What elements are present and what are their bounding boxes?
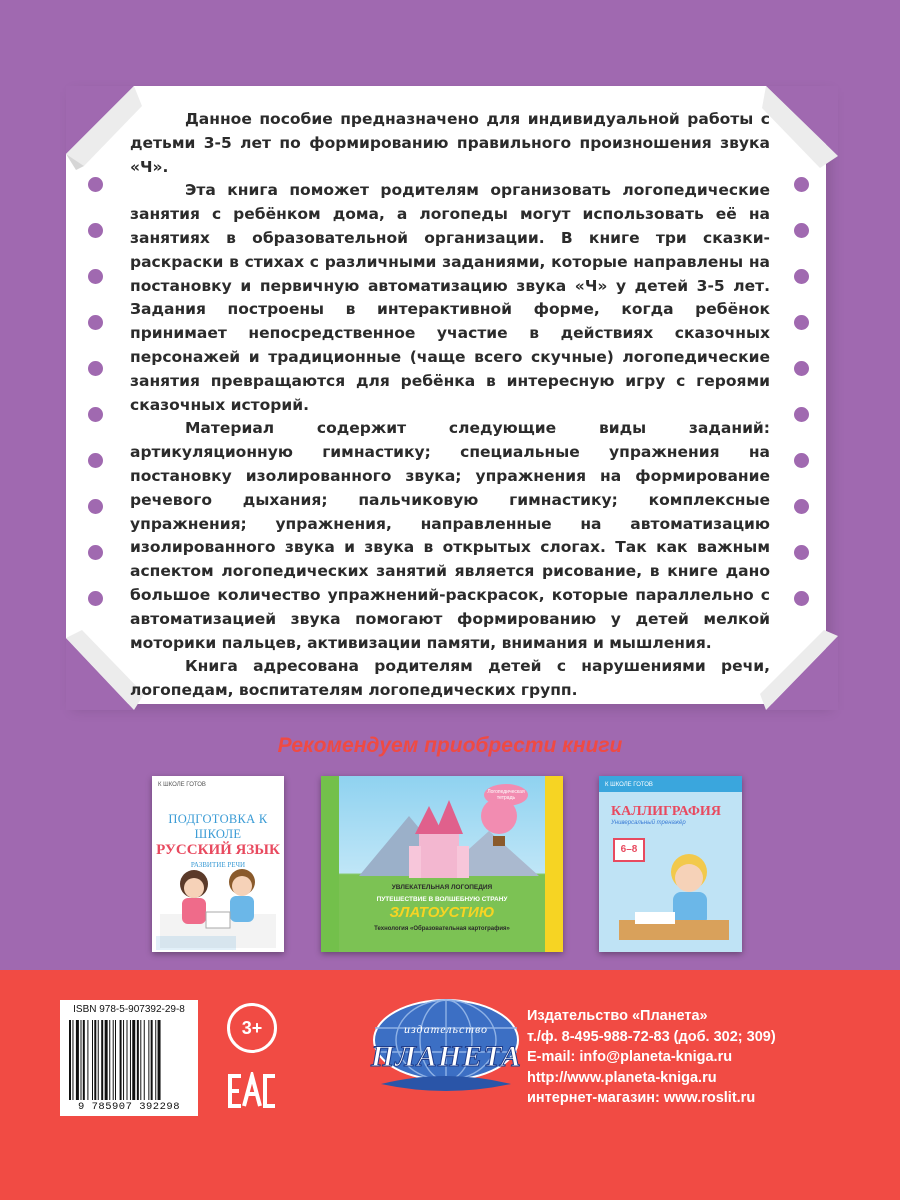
kids-illustration bbox=[152, 852, 284, 952]
binder-dot bbox=[88, 499, 103, 514]
right-dots bbox=[794, 177, 809, 637]
binder-dot bbox=[794, 223, 809, 238]
barcode-bar bbox=[148, 1020, 149, 1100]
binder-dot bbox=[794, 315, 809, 330]
barcode-bar bbox=[151, 1020, 153, 1100]
barcode-bar bbox=[113, 1020, 114, 1100]
barcode-bar bbox=[144, 1020, 145, 1100]
book-title: ПУТЕШЕСТВИЕ В ВОЛШЕБНУЮ СТРАНУ bbox=[376, 896, 508, 903]
bottom-right-curl bbox=[760, 628, 850, 714]
barcode-bar bbox=[140, 1020, 141, 1100]
publisher-name: Издательство «Планета» bbox=[527, 1008, 708, 1024]
publisher-phone: т./ф. 8-495-988-72-83 (доб. 302; 309) bbox=[527, 1028, 776, 1045]
barcode-bar bbox=[69, 1020, 71, 1100]
binder-dot bbox=[88, 223, 103, 238]
binder-dot bbox=[88, 453, 103, 468]
book-zlatoustiya[interactable] bbox=[321, 776, 563, 952]
book-badge: Логопедическая тетрадь bbox=[484, 784, 528, 806]
logo-title: ПЛАНЕТА bbox=[371, 1040, 522, 1073]
barcode-bar bbox=[76, 1020, 79, 1100]
book-subtitle: Универсальный тренажёр bbox=[611, 820, 686, 826]
publisher-shop[interactable]: интернет-магазин: www.roslit.ru bbox=[527, 1090, 756, 1106]
binder-dot bbox=[88, 545, 103, 560]
binder-dot bbox=[794, 407, 809, 422]
barcode-bar bbox=[123, 1020, 124, 1100]
barcode-bar bbox=[132, 1020, 135, 1100]
top-right-curl bbox=[760, 82, 850, 172]
barcode-bar bbox=[155, 1020, 156, 1100]
logo-subtitle: издательство bbox=[403, 1022, 489, 1036]
barcode-bar bbox=[83, 1020, 85, 1100]
binder-dot bbox=[88, 315, 103, 330]
barcode-bar bbox=[101, 1020, 103, 1100]
description-paragraph: Данное пособие предназначено для индивидуальной работы с детьми 3-5 лет по формированию правильного произношения звука «Ч». bbox=[130, 110, 770, 176]
isbn-digits: 9 785907 392298 bbox=[77, 1101, 180, 1113]
barcode-bar bbox=[130, 1020, 131, 1100]
book-series-label: К ШКОЛЕ ГОТОВ bbox=[158, 782, 206, 788]
book-calligraphy[interactable] bbox=[599, 776, 742, 952]
boy-illustration bbox=[599, 842, 742, 952]
binder-dot bbox=[794, 499, 809, 514]
binder-dot bbox=[88, 269, 103, 284]
isbn-label: ISBN 978-5-907392-29-8 bbox=[73, 1004, 185, 1015]
book-title: КАЛЛИГРАФИЯ bbox=[611, 804, 721, 819]
barcode-bar bbox=[105, 1020, 108, 1100]
book-title-line2: РУССКИЙ ЯЗЫК bbox=[156, 842, 280, 858]
barcode-bar bbox=[72, 1020, 73, 1100]
binder-dot bbox=[88, 361, 103, 376]
barcode-bar bbox=[87, 1020, 88, 1100]
binder-dot bbox=[794, 177, 809, 192]
description-paragraph: Материал содержит следующие виды заданий: артикуляционную гимнастику; специальные упражнения на постановку изолированного звука; упражнения на формирование речевого дыхания; пальчиковую гимнастику; комплексные упражнения; упражнения, направленные на автоматизацию изолированного звука и звука в открытых слогах. Так как важным аспектом логопедических занятий является рисование, в книге дано большое количество упражнений-раскрасок, которые параллельно с автоматизацией звука помогают формированию у детей мелкой моторики пальцев, активизации памяти, внимания и мышления. bbox=[130, 419, 770, 652]
binder-dot bbox=[794, 545, 809, 560]
barcode-bar bbox=[137, 1020, 139, 1100]
book-series-label: К ШКОЛЕ ГОТОВ bbox=[599, 776, 742, 794]
binder-dot bbox=[794, 453, 809, 468]
barcode-bar bbox=[81, 1020, 82, 1100]
binder-dot bbox=[88, 407, 103, 422]
description-paragraph: Эта книга поможет родителям организовать логопедические занятия с ребёнком дома, а логопеды могут использовать её на занятиях в образовательной организации. В книге три сказки-раскраски в стихах с различными заданиями, которые направлены на постановку и первичную автоматизацию звука «Ч» у детей 3-5 лет. Задания построены в интерактивной форме, когда ребёнок принимает непосредственное участие в действиях сказочных персонажей и традиционные (чаще всего скучные) логопедические занятия превращаются для ребёнка в интересную игру с героями сказочных историй. bbox=[130, 181, 770, 414]
barcode-bar bbox=[109, 1020, 110, 1100]
description-paragraph: Книга адресована родителям детей с нарушениями речи, логопедам, воспитателям логопедических групп. bbox=[130, 657, 770, 700]
publisher-website[interactable]: http://www.planeta-kniga.ru bbox=[527, 1069, 717, 1086]
binder-dot bbox=[794, 591, 809, 606]
barcode-icon bbox=[69, 1020, 189, 1100]
binder-dot bbox=[794, 269, 809, 284]
barcode-bar bbox=[120, 1020, 122, 1100]
book-big-title: ЗЛАТОУСТИЮ bbox=[389, 904, 495, 921]
planeta-logo bbox=[371, 998, 521, 1103]
age-rating-badge: 3+ bbox=[227, 1003, 277, 1053]
book-age-badge: 6–8 bbox=[613, 838, 645, 862]
recommend-heading: Рекомендуем приобрести книги bbox=[277, 734, 623, 757]
book-subtitle: РАЗВИТИЕ РЕЧИ bbox=[190, 861, 246, 869]
barcode-box bbox=[60, 1000, 198, 1116]
book-side-stripe bbox=[545, 776, 563, 952]
book-russian-language[interactable] bbox=[152, 776, 284, 952]
binder-dot bbox=[794, 361, 809, 376]
barcode-bar bbox=[158, 1020, 161, 1100]
barcode-bar bbox=[94, 1020, 96, 1100]
barcode-bar bbox=[127, 1020, 128, 1100]
eac-mark-icon bbox=[227, 1072, 277, 1110]
book-subtitle: УВЛЕКАТЕЛЬНАЯ ЛОГОПЕДИЯ bbox=[391, 884, 493, 891]
barcode-bar bbox=[115, 1020, 116, 1100]
left-dots bbox=[88, 177, 103, 637]
binder-dot bbox=[88, 591, 103, 606]
barcode-bar bbox=[98, 1020, 99, 1100]
book-title-line1: ПОДГОТОВКА К ШКОЛЕ bbox=[168, 812, 268, 841]
publisher-contacts bbox=[527, 1006, 776, 1109]
description-text bbox=[130, 108, 770, 703]
barcode-bar bbox=[92, 1020, 93, 1100]
binder-dot bbox=[88, 177, 103, 192]
publisher-email[interactable]: E-mail: info@planeta-kniga.ru bbox=[527, 1049, 733, 1065]
book-tech-line: Технология «Образовательная картография» bbox=[374, 926, 510, 932]
